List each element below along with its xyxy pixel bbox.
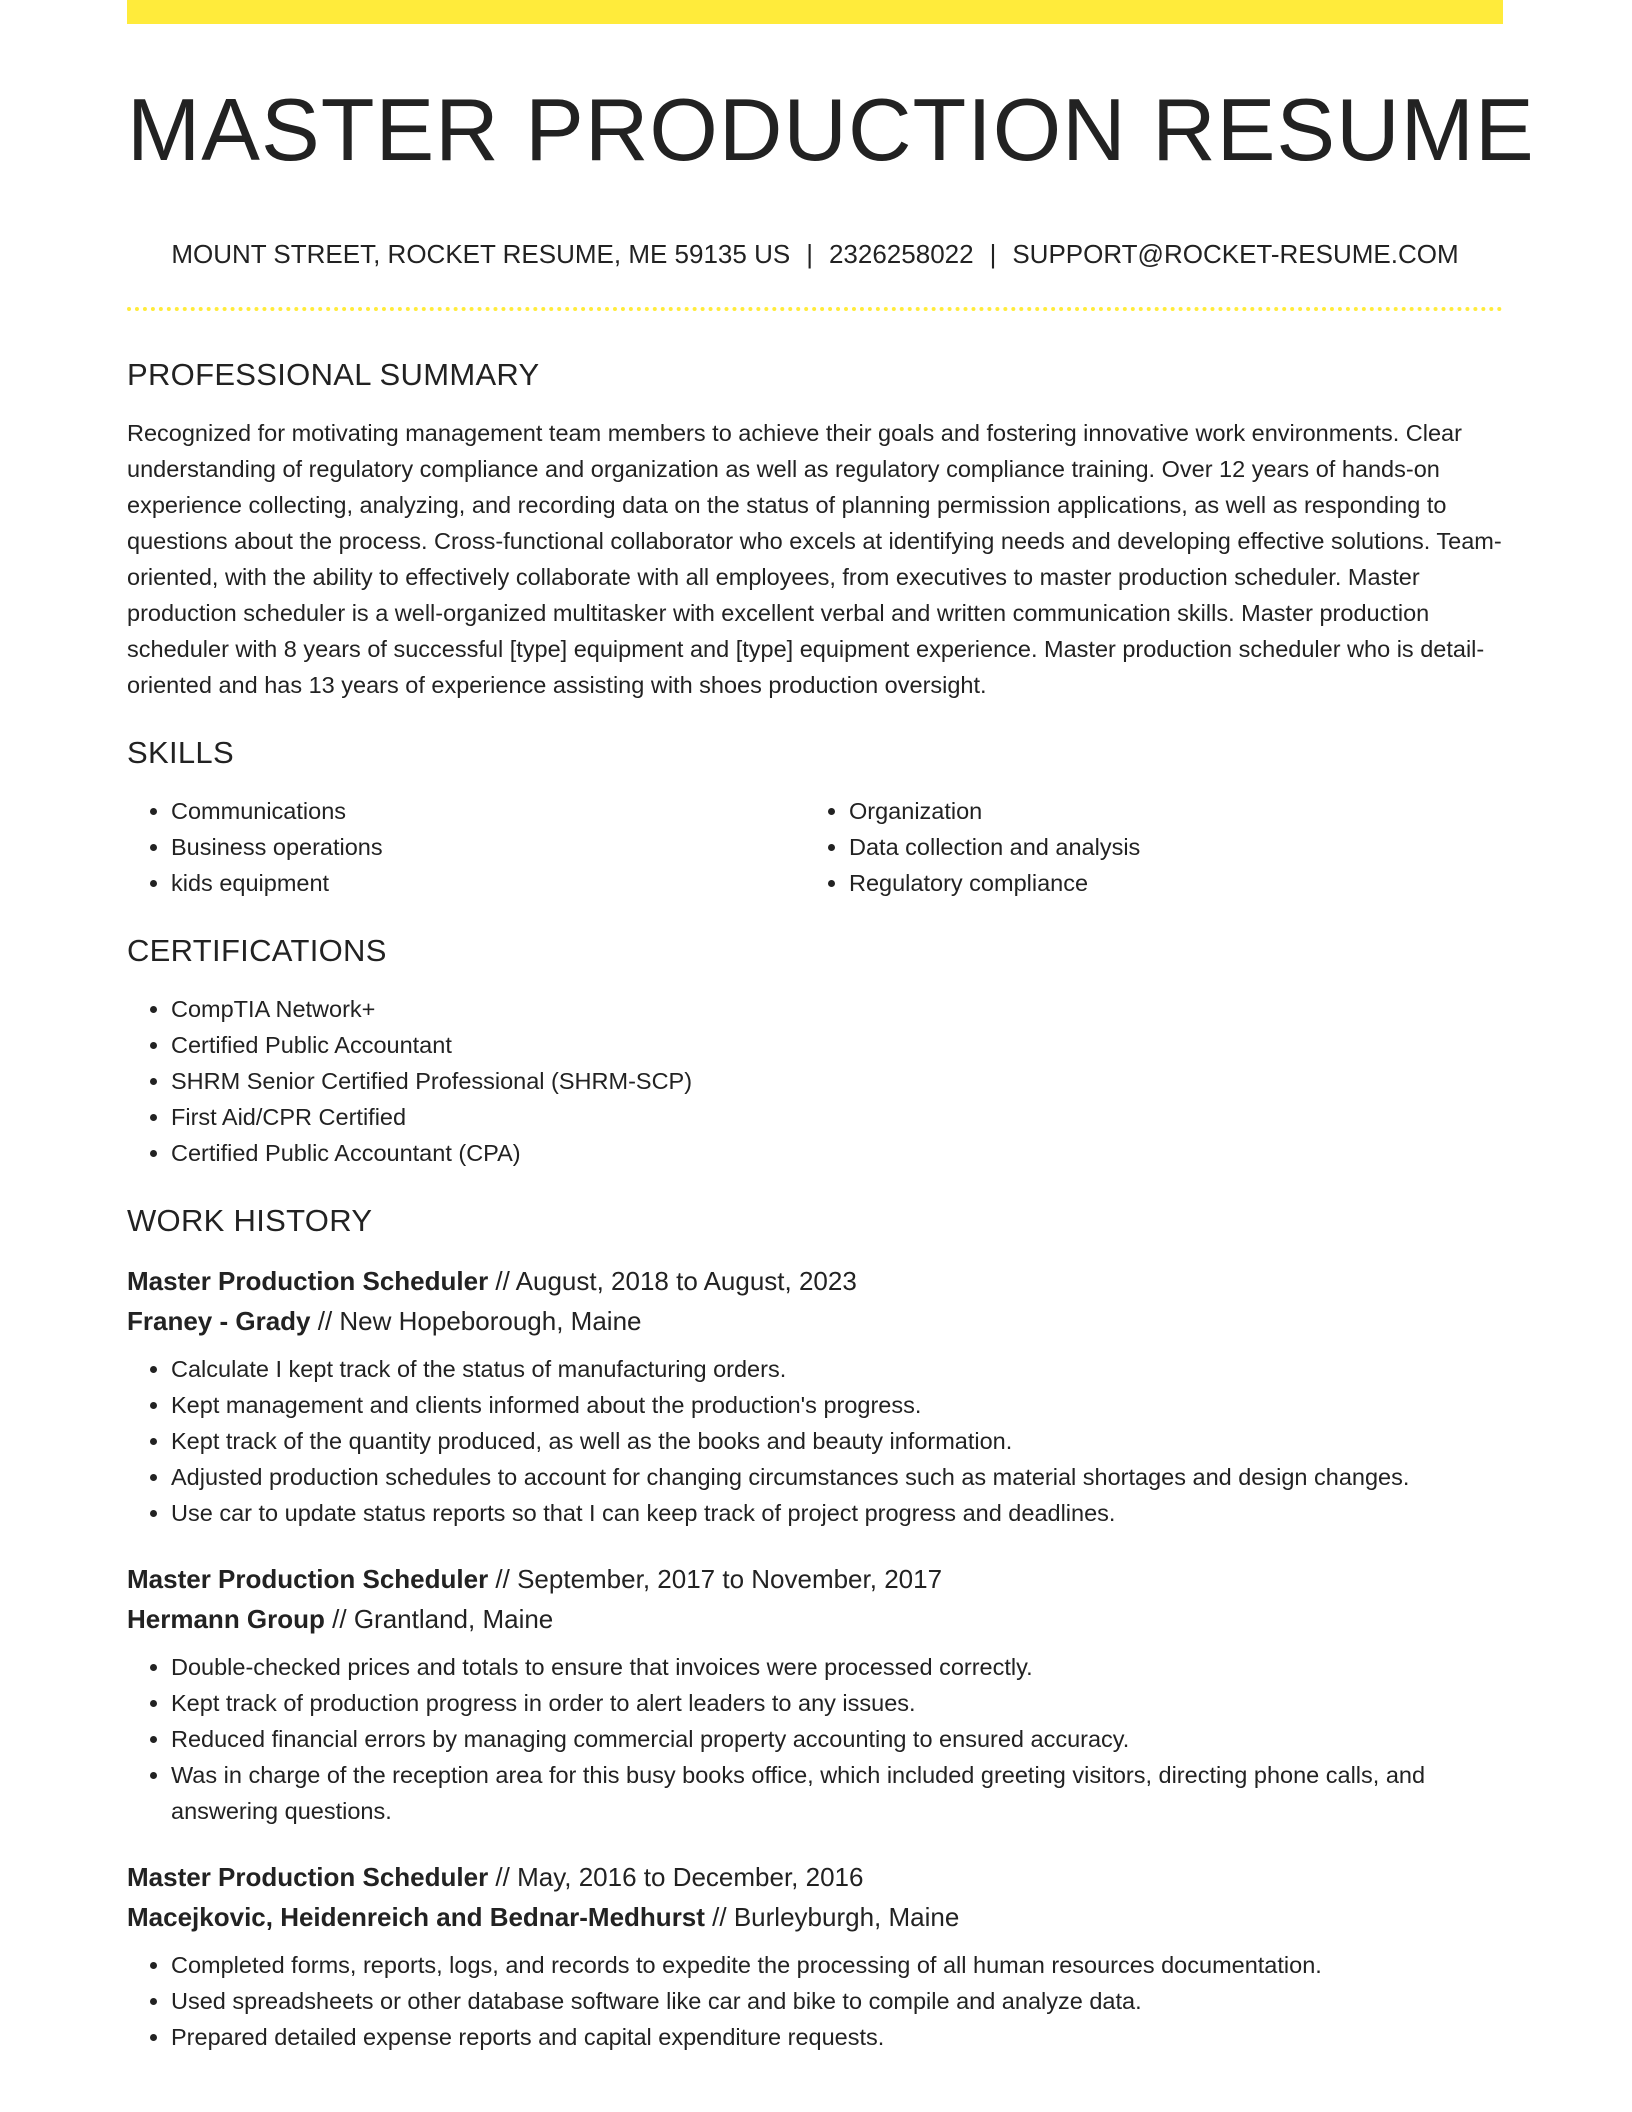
contact-separator: | bbox=[989, 239, 997, 269]
job-bullet: • Reduced financial errors by managing commercial property accounting to ensured accuracy. bbox=[171, 1721, 1503, 1757]
skill-item: • Regulatory compliance bbox=[849, 865, 1483, 901]
job-dates: // September, 2017 to November, 2017 bbox=[488, 1564, 943, 1594]
work-history-section bbox=[127, 1201, 1503, 2055]
job-role-line bbox=[127, 1261, 1503, 1301]
job-location: // New Hopeborough, Maine bbox=[310, 1306, 642, 1336]
job-bullets bbox=[127, 1649, 1503, 1829]
contact-address: MOUNT STREET, ROCKET RESUME, ME 59135 US bbox=[171, 239, 791, 269]
job-bullet: • Completed forms, reports, logs, and records to expedite the processing of all human resources documentation. bbox=[171, 1947, 1503, 1983]
job-dates: // May, 2016 to December, 2016 bbox=[488, 1862, 864, 1892]
job-location: // Burleyburgh, Maine bbox=[704, 1902, 960, 1932]
job-role: Master Production Scheduler bbox=[127, 1564, 489, 1594]
skills-heading: SKILLS bbox=[127, 735, 234, 770]
job-entry bbox=[127, 1857, 1503, 2055]
job-bullet: • Kept track of production progress in order to alert leaders to any issues. bbox=[171, 1685, 1503, 1721]
job-role: Master Production Scheduler bbox=[127, 1862, 489, 1892]
skills-list-left bbox=[127, 793, 805, 901]
skills-section bbox=[127, 733, 1503, 901]
certification-item: • First Aid/CPR Certified bbox=[171, 1099, 1503, 1135]
job-company: Macejkovic, Heidenreich and Bednar-Medhurst bbox=[127, 1902, 705, 1932]
top-accent-bar bbox=[127, 0, 1503, 24]
job-bullet: • Calculate I kept track of the status of manufacturing orders. bbox=[171, 1351, 1503, 1387]
job-bullet: • Use car to update status reports so that I can keep track of project progress and deadlines. bbox=[171, 1495, 1503, 1531]
certifications-list bbox=[127, 991, 1503, 1171]
resume-page bbox=[127, 0, 1535, 2112]
job-role: Master Production Scheduler bbox=[127, 1266, 489, 1296]
skill-item: • kids equipment bbox=[171, 865, 805, 901]
job-bullets bbox=[127, 1351, 1503, 1531]
job-entry bbox=[127, 1559, 1503, 1829]
skill-item: • Business operations bbox=[171, 829, 805, 865]
resume-content bbox=[127, 355, 1503, 2083]
job-bullet: • Kept track of the quantity produced, as well as the books and beauty information. bbox=[171, 1423, 1503, 1459]
summary-section bbox=[127, 355, 1503, 703]
job-bullet: • Prepared detailed expense reports and capital expenditure requests. bbox=[171, 2019, 1503, 2055]
job-location: // Grantland, Maine bbox=[324, 1604, 554, 1634]
resume-title: MASTER PRODUCTION RESUME bbox=[127, 80, 1535, 179]
job-company-line bbox=[127, 1599, 1503, 1639]
summary-heading: PROFESSIONAL SUMMARY bbox=[127, 357, 540, 392]
job-bullet: • Double-checked prices and totals to ensure that invoices were processed correctly. bbox=[171, 1649, 1503, 1685]
contact-separator: | bbox=[806, 239, 813, 269]
summary-text: Recognized for motivating management team members to achieve their goals and fostering innovative work environments. Clear understanding of regulatory compliance and organization as well as regulatory compliance training. Over 12 years of hands-on experience collecting, analyzing, and recording data on the status of planning permission applications, as well as responding to questions about the process. Cross-functional collaborator who excels at identifying needs and developing effective solutions. Team-oriented, with the ability to effectively collaborate with all employees, from executives to master production scheduler. Master production scheduler is a well-organized multitasker with excellent verbal and written communication skills. Master production scheduler with 8 years of successful [type] equipment and [type] equipment experience. Master production scheduler who is detail-oriented and has 13 years of experience assisting with shoes production oversight. bbox=[127, 420, 1502, 698]
job-entry bbox=[127, 1261, 1503, 1531]
job-role-line bbox=[127, 1857, 1503, 1897]
certification-item: • CompTIA Network+ bbox=[171, 991, 1503, 1027]
certification-item: • Certified Public Accountant (CPA) bbox=[171, 1135, 1503, 1171]
skill-item: • Organization bbox=[849, 793, 1483, 829]
job-dates: // August, 2018 to August, 2023 bbox=[488, 1266, 857, 1296]
skills-list-right bbox=[805, 793, 1483, 901]
job-bullet: • Adjusted production schedules to account for changing circumstances such as material shortages and design changes. bbox=[171, 1459, 1503, 1495]
job-role-line bbox=[127, 1559, 1503, 1599]
skill-item: • Data collection and analysis bbox=[849, 829, 1483, 865]
job-bullet: • Kept management and clients informed about the production's progress. bbox=[171, 1387, 1503, 1423]
job-company: Hermann Group bbox=[127, 1604, 325, 1634]
contact-phone: 2326258022 bbox=[828, 239, 974, 269]
job-company: Franey - Grady bbox=[127, 1306, 311, 1336]
job-company-line bbox=[127, 1897, 1503, 1937]
contact-email: SUPPORT@ROCKET-RESUME.COM bbox=[1012, 239, 1459, 269]
job-bullets bbox=[127, 1947, 1503, 2055]
work-history-heading: WORK HISTORY bbox=[127, 1203, 373, 1238]
dotted-divider bbox=[127, 307, 1503, 311]
skills-columns bbox=[127, 793, 1503, 901]
skill-item: • Communications bbox=[171, 793, 805, 829]
certifications-heading: CERTIFICATIONS bbox=[127, 933, 387, 968]
job-bullet: • Used spreadsheets or other database software like car and bike to compile and analyze data. bbox=[171, 1983, 1503, 2019]
contact-line bbox=[127, 236, 1503, 272]
certification-item: • Certified Public Accountant bbox=[171, 1027, 1503, 1063]
job-bullet: • Was in charge of the reception area for this busy books office, which included greeting visitors, directing phone calls, and answering questions. bbox=[171, 1757, 1503, 1829]
certifications-section bbox=[127, 931, 1503, 1171]
certification-item: • SHRM Senior Certified Professional (SHRM-SCP) bbox=[171, 1063, 1503, 1099]
job-company-line bbox=[127, 1301, 1503, 1341]
